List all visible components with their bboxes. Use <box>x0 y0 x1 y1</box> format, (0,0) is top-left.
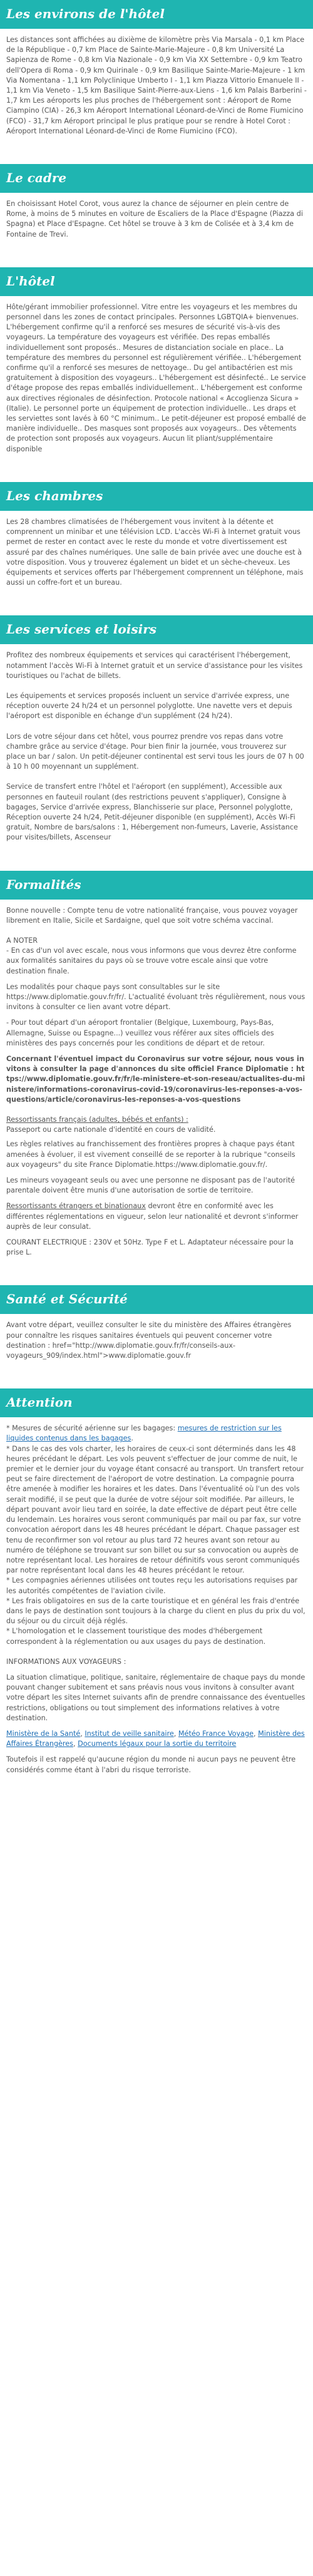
attention-line-4: * L'homologation et le classement touristique des modes d'hébergement correspondent à la réglementation ou aux usages du pays de destination. <box>6 1627 266 1646</box>
section-hotel <box>0 267 313 462</box>
section-body-sante <box>0 1314 313 1368</box>
cadre-text: En choisissant Hotel Corot, vous aurez la chance de séjourner en plein centre de Rome, à moins de 5 minutes en voiture de Escaliers de la Place d'Espagne (Piazza di Spagna) et Place d'Espagne. Cet hôtel se trouve à 3 km de Colisée et à 3,4 km de Fontaine de Trevi. <box>6 200 303 239</box>
sante-text: Avant votre départ, veuillez consulter le site du ministère des Affaires étrangères pour connaître les risques sanitaires éventuels qui peuvent concerner votre destination : href="http://www.diplomatie.gouv.fr/fr/conseils-aux-voyageurs_909/index.html">www.diplomatie.gouv.fr <box>6 1321 292 1360</box>
ressortissants-label: Ressortissants français (adultes, bébés et enfants) : <box>6 1116 188 1124</box>
section-formalites <box>0 871 313 1266</box>
link-affaires-etrangeres[interactable]: Ministère des Affaires Étrangères <box>6 1729 305 1748</box>
attention-final: Toutefois il est rappelé qu'aucune région du monde ni aucun pays ne peuvent être considérés comme étant à l'abri du risque terroriste. <box>6 1755 296 1774</box>
etrangers-text: devront être en conformité avec les différentes réglementations en vigueur, selon leur nationalité et devront s'informer auprès de leur consulat. <box>6 1202 299 1231</box>
anoter-label: A NOTER <box>6 936 38 945</box>
section-title-cadre: Le cadre <box>0 164 313 193</box>
info-voyageurs-text: La situation climatique, politique, sanitaire, réglementaire de chaque pays du monde pouvant changer subitement et sans préavis nous vous invitons à consulter avant votre départ les sites Internet suivants afin de prendre connaissance des éventuelles restrictions, obligations ou tout simplement des informations relatives à votre destination. <box>6 1673 305 1722</box>
etrangers-label: Ressortissants étrangers et binationaux <box>6 1202 146 1211</box>
formalites-intro: Bonne nouvelle : Compte tenu de votre nationalité française, vous pouvez voyager librement en Italie, Sicile et Sardaigne, quel que soit votre schéma vaccinal. <box>6 906 298 925</box>
link-meteo-france[interactable]: Météo France Voyage <box>178 1729 254 1738</box>
anoter-line: - Pour tout départ d'un aéroport frontalier (Belgique, Luxembourg, Pays-Bas, Allemagne, Suisse ou Espagne...) veuillez vous référer aux sites officiels des ministères des pays concernés pour les conditions de départ et de retour. <box>6 1019 274 1047</box>
info-voyageurs-label: INFORMATIONS AUX VOYAGEURS : <box>6 1657 126 1666</box>
hotel-text: Hôte/gérant immobilier professionnel. Vitre entre les voyageurs et les membres du personnel dans les zones de contact principales. Personnes LGBTQIA+ bienvenues. L'hébergement confirme qu'il a renforcé ses mesures de sécurité vis-à-vis des voyageurs. La température des voyageurs est vérifiée. Des repas emballés individuellement sont proposés.. Mesures de distanciation sociale en place.. La température des membres du personnel est régulièrement vérifiée.. L'hébergement confirme qu'il a renforcé ses mesures de nettoyage.. Du gel antibactérien est mis gratuitement à disposition des voyageurs.. L'hébergement est désinfecté.. Le service d'étage propose des repas emballés individuellement.. L'hébergement est conforme aux directives régionales de désinfection. Protocole national « Accoglienza Sicura » (Italie). Le personnel porte un équipement de protection individuelle.. Les draps et les serviettes sont lavés à 60 °C minimum.. Le petit-déjeuner est proposé emballé de manière individuelle.. Des masques sont proposés aux voyageurs.. Des vêtements de protection sont proposés aux voyageurs. Aucun lit pliant/supplémentaire disponible <box>6 302 306 453</box>
section-sante <box>0 1285 313 1368</box>
section-chambres <box>0 482 313 595</box>
link-ministere-sante[interactable]: Ministère de la Santé <box>6 1729 81 1738</box>
services-paragraph: Lors de votre séjour dans cet hôtel, vous pourrez prendre vos repas dans votre chambre grâce au service d'étage. Pour bien finir la journée, vous trouverez sur place un bar / salon. Un petit-déjeuner continental est servi tous les jours de 07 h 00 à 10 h 00 moyennant un supplément. <box>6 732 304 771</box>
section-body-formalites <box>0 900 313 1266</box>
section-body-hotel <box>0 296 313 462</box>
info-links: Ministère de la Santé, Institut de veille sanitaire, Météo France Voyage, Ministère des Affaires Étrangères, Documents légaux pour la sortie du territoire <box>6 1729 305 1748</box>
section-body-services <box>0 644 313 850</box>
anoter-line: Les modalités pour chaque pays sont consultables sur le site https://www.diplomatie.gouv.fr/fr/. L'actualité évoluant très régulièrement, nous vous invitons à consulter ce lien avant votre départ. <box>6 982 305 1012</box>
attention-line-1-suffix: . <box>131 1434 133 1443</box>
courant-text: COURANT ELECTRIQUE : 230V et 50Hz. Type F et L. Adaptateur nécessaire pour la prise L. <box>6 1238 294 1257</box>
ressortissants-block <box>6 1115 307 1135</box>
section-title-sante: Santé et Sécurité <box>0 1285 313 1314</box>
attention-line-3: * Les frais obligatoires en sus de la carte touristique et en général les frais d'entrée dans le pays de destination sont toujours à la charge du client en plus du prix du vol, du séjour ou du circuit déjà réglés. <box>6 1596 305 1626</box>
liquides-link[interactable]: mesures de restriction sur les liquides contenus dans les bagages <box>6 1424 282 1443</box>
coronavirus-notice: Concernant l'éventuel impact du Coronavirus sur votre séjour, nous vous invitons à consulter la page d'annonces du site officiel France Diplomatie : https://www.diplomatie.gouv.fr/fr/le-ministere-et-son-reseau/actualites-du-ministere/informations-coronavirus-covid-19/coronavirus-les-reponses-a-vos-questions/article/coronavirus-les-reponses-a-vos-questions <box>6 1055 305 1104</box>
section-body-chambres <box>0 511 313 595</box>
section-services <box>0 615 313 850</box>
attention-line-2: * Les compagnies aériennes utilisées ont toutes reçu les autorisations requises par les autorités compétentes de l'aviation civile. <box>6 1576 298 1595</box>
section-title-hotel: L'hôtel <box>0 267 313 296</box>
section-title-chambres: Les chambres <box>0 482 313 511</box>
section-title-environs: Les environs de l'hôtel <box>0 0 313 29</box>
section-environs <box>0 0 313 144</box>
anoter-line: - En cas d'un vol avec escale, nous vous informons que vous devrez être conforme aux formalités sanitaires du pays où se trouve votre escale ainsi que votre destination finale. <box>6 947 297 975</box>
services-paragraph: Profitez des nombreux équipements et services qui caractérisent l'hébergement, notamment l'accès Wi-Fi à Internet gratuit et un service d'assistance pour les visites touristiques ou l'achat de billets. <box>6 651 303 680</box>
section-body-cadre <box>0 193 313 247</box>
ressortissants-text: Passeport ou carte nationale d'identité en cours de validité. <box>6 1126 216 1134</box>
section-attention <box>0 1388 313 1783</box>
frontieres-text: Les règles relatives au franchissement des frontières propres à chaque pays étant amenées à évoluer, il est vivement conseillé de se reporter à la rubrique "conseils aux voyageurs" du site France Diplomatie.https://www.diplomatie.gouv.fr/. <box>6 1140 295 1169</box>
section-title-formalites: Formalités <box>0 871 313 900</box>
etrangers-block <box>6 1201 307 1232</box>
link-veille-sanitaire[interactable]: Institut de veille sanitaire <box>85 1729 174 1738</box>
section-body-environs <box>0 29 313 144</box>
mineurs-text: Les mineurs voyageant seuls ou avec une personne ne disposant pas de l'autorité parentale doivent être munis d'une autorisation de sortie de territoire. <box>6 1176 295 1195</box>
section-title-attention: Attention <box>0 1388 313 1417</box>
attention-line-1-prefix: * Mesures de sécurité aérienne sur les bagages: <box>6 1424 178 1433</box>
chambres-text: Les 28 chambres climatisées de l'hébergement vous invitent à la détente et comprennent un minibar et une télévision LCD. L'accès Wi-Fi à Internet gratuit vous permet de rester en contact avec le reste du monde et votre divertissement est assuré par des chaînes numériques. Une salle de bain privée avec une douche est à votre disposition. Vous y trouverez également un bidet et un sèche-cheveux. Les équipements et services offerts par l'hébergement comprennent un téléphone, mais aussi un coffre-fort et un bureau. <box>6 517 304 587</box>
services-paragraph: Service de transfert entre l'hôtel et l'aéroport (en supplément), Accessible aux personnes en fauteuil roulant (des restrictions peuvent s'appliquer), Consigne à bagages, Service d'arrivée express, Blanchisserie sur place, Personnel polyglotte, Réception ouverte 24 h/24, Petit-déjeuner disponible (en supplément), Accès Wi-Fi gratuit, Nombre de bars/salons : 1, Hébergement non-fumeurs, Laverie, Assistance pour visites/billets, Ascenseur <box>6 783 298 842</box>
services-paragraph: Les équipements et services proposés incluent un service d'arrivée express, une réception ouverte 24 h/24 et un personnel polyglotte. Une navette vers et depuis l'aéroport est disponible en échange d'un supplément (24 h/24). <box>6 691 292 721</box>
attention-paragraph: * Dans le cas des vols charter, les horaires de ceux-ci sont déterminés dans les 48 heures précédant le départ. Les vols peuvent s'effectuer de jour comme de nuit, le premier et le dernier jour du voyage étant consacré au transport. Un transfert retour peut se faire directement de l'aéroport de votre destination. La compagnie pourra être amenée à modifier les horaires et les dates. Dans l'éventualité où l'un des vols serait modifié, il se peut que la durée de votre séjour soit modifiée. Par ailleurs, le départ pouvant avoir lieu tard en soirée, la date effective de départ peut être celle du lendemain. Les horaires vous seront communiqués par mail ou par fax, sur votre convocation aéroport dans les 48 heures précédant le départ. Chaque passager est tenu de reconfirmer son vol retour au plus tard 72 heures avant son retour au numéro de téléphone se trouvant sur son billet ou sur sa convocation ou auprès de notre représentant local. Les horaires de retour définitifs vous seront communiqués par notre représentant local dans les 48 heures précédant le retour. <box>6 1444 304 1575</box>
environs-text: Les distances sont affichées au dixième de kilomètre près Via Marsala - 0,1 km Place de la République - 0,7 km Place de Sainte-Marie-Majeure - 0,8 km Université La Sapienza de Rome - 0,8 km Via Nazionale - 0,9 km Via XX Settembre - 0,9 km Teatro dell'Opera di Roma - 0,9 km Quirinale - 0,9 km Basilique Sainte-Marie-Majeure - 1 km Via Nomentana - 1,1 km Polyclinique Umberto I - 1,1 km Piazza Vittorio Emanuele II - 1,1 km Via Veneto - 1,5 km Basilique Saint-Pierre-aux-Liens - 1,6 km Palais Barberini - 1,7 km Les aéroports les plus proches de l'hébergement sont : Aéroport de Rome Ciampino (CIA) - 26,3 km Aéroport International Léonard-de-Vinci de Rome Fiumicino (FCO) - 31,7 km Aéroport principal le plus pratique pour se rendre à Hotel Corot : Aéroport International Léonard-de-Vinci de Rome Fiumicino (FCO). <box>6 36 307 135</box>
link-documents-legaux[interactable]: Documents légaux pour la sortie du territoire <box>78 1740 237 1748</box>
section-cadre <box>0 164 313 247</box>
section-body-attention <box>0 1417 313 1783</box>
attention-line-1 <box>6 1424 307 1444</box>
section-title-services: Les services et loisirs <box>0 615 313 644</box>
